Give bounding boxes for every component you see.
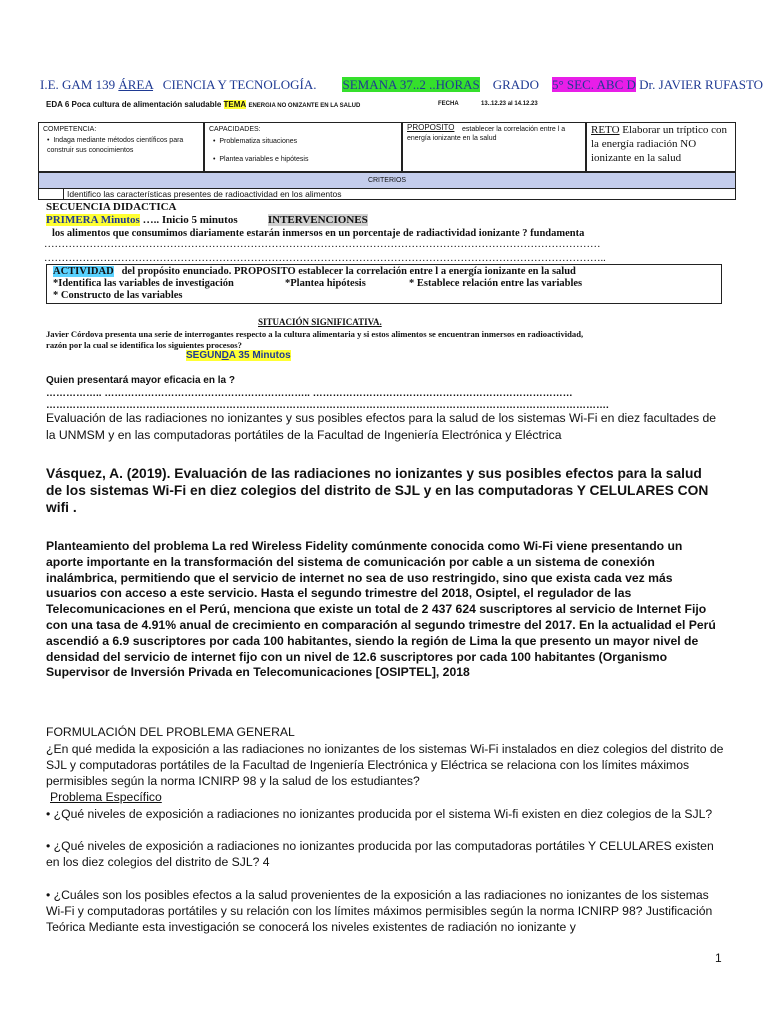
proposito-text: establecer la correlación entre l a energía ionizante en la salud — [407, 126, 566, 142]
criterios-header — [38, 172, 736, 189]
situacion-text: razón por la cual se identifica los siguientes procesos? — [46, 340, 242, 350]
fecha-value: 13..12.23 al 14.12.23 — [481, 101, 538, 107]
area-label: ÁREA — [118, 77, 154, 92]
citation-heading: Vásquez, A. (2019). Evaluación de las radiaciones no ionizantes y sus posibles efectos para la salud de los sistemas Wi-Fi en diez colegios del distrito de SJL y en las computadoras Y CELULARES CON wifi . — [46, 466, 709, 515]
tema-value: ENERGIA NO ONIZANTE EN LA SALUD — [248, 103, 361, 109]
eficacia-question: Quien presentará mayor eficacia en la ? — [46, 375, 235, 386]
grado-value: 5° SEC. ABC D — [551, 77, 636, 92]
competencia-cell — [38, 122, 204, 172]
eda-title: EDA 6 Poca cultura de alimentación saludable — [46, 100, 222, 109]
formulacion-title: FORMULACIÓN DEL PROBLEMA GENERAL — [46, 725, 295, 739]
primera-line — [46, 214, 368, 226]
actividad-item: *Plantea hipótesis — [285, 278, 366, 289]
semana-badge: SEMANA 37..2 ..HORAS — [342, 77, 480, 92]
problema-item: • ¿Qué niveles de exposición a radiaciones no ionizantes producida por el sistema Wi-fi existen en diez colegios de la SJL? — [46, 807, 713, 821]
problema-item: • ¿Cuáles son los posibles efectos a la salud provenientes de la exposición a las radiaciones no ionizantes de los sistemas Wi-Fi y computadoras portátiles y su relación con los límites máximos permisibles según la norma ICNIRP 98? Justificación Teórica Mediante esta investigación se conocerá los niveles existentes de radiación no ionizante y — [46, 888, 713, 934]
criterio-row — [38, 189, 736, 200]
dots-line: ……………………………………………………………………………………………………………………………………………………. — [46, 400, 609, 411]
capacidades-title: CAPACIDADES: — [209, 126, 261, 133]
competencia-item: • Indaga mediante métodos científicos para construir sus conocimientos — [47, 137, 184, 154]
capacidades-cell — [204, 122, 402, 172]
segunda-label: SEGUNDA 35 Minutos — [186, 350, 291, 361]
actividad-line — [53, 266, 576, 277]
situacion-text: Javier Córdova presenta una serie de interrogantes respecto a la cultura alimentaria y si estos alimentos se encuentran inmersos en radioactividad, — [46, 329, 584, 339]
criterio-spacer — [39, 189, 64, 199]
competencia-title: COMPETENCIA: — [43, 126, 97, 133]
formulacion-general: ¿En qué medida la exposición a las radiaciones no ionizantes de los sistemas Wi-Fi instalados en diez colegios del distrito de SJL y computadoras portátiles de la Facultad de Ingeniería Electrónica y Eléctrica se relaciona con los límites máximos permisibles según la norma ICNIRP 98 y la salud de los estudiantes? — [46, 742, 724, 788]
problema-item: • ¿Qué niveles de exposición a radiaciones no ionizantes producida por las computadoras portátiles Y CELULARES existen en los diez colegios del distrito de SJL? 4 — [46, 839, 714, 869]
reto-cell — [586, 122, 736, 172]
dots-line: …………………………………………………………………………………………………………………………………………… — [44, 239, 601, 250]
grado-label: GRADO — [492, 77, 539, 92]
page-number: 1 — [715, 951, 722, 965]
school-name: I.E. GAM 139 — [40, 77, 116, 92]
question-line: los alimentos que consumimos diariamente estarán inmersos en un porcentaje de radiactividad ionizante ? fundamenta — [52, 228, 585, 239]
dots-line: …………………………………………………………………………………………………………………………………………….. — [44, 253, 606, 264]
planteamiento-paragraph: Planteamiento del problema La red Wireless Fidelity comúnmente conocida como Wi-Fi viene presentando un aporte importante en la transformación del sistema de comunicación por cable a un sistema de conexión inalámbrica, permitiendo que el servicio de internet no sea de uso restringido, sino que exista cada vez más usuarios con acceso a este servicio. Hasta el segundo trimestre del 2018, Osiptel, el regulador de las Telecomunicaciones en el Perú, menciona que existe un total de 2 437 624 suscriptores al servicio de Internet Fijo con una tasa de 4.91% anual de crecimiento en comparación al segundo trimestre del 2017. En la actualidad el Perú ascendió a 6.9 suscriptores por cada 100 habitantes, siendo la región de Lima la que presento un mayor nivel de densidad del servicio de internet fijo con un nivel de 12.6 suscriptores por cada 100 habitantes (Organismo Supervisor de Inversión Privada en Telecomunicaciones [OSIPTEL], 2018 — [46, 539, 716, 680]
fecha-label: FECHA — [438, 101, 459, 107]
actividad-item: * Constructo de las variables — [53, 290, 183, 301]
proposito-cell — [402, 122, 586, 172]
actividad-label: ACTIVIDAD — [53, 266, 114, 277]
especifico-title: Problema Específico — [50, 790, 162, 804]
actividad-item: * Establece relación entre las variables — [409, 278, 583, 289]
criterios-label: CRITERIOS — [367, 177, 407, 184]
dots-line: …………….. …………………………………………………….. …………………………………………………………………… — [46, 388, 573, 399]
capacidad-item: • Problematiza situaciones — [213, 138, 298, 145]
primera-label: PRIMERA Minutos — [46, 214, 140, 226]
secuencia-title: SECUENCIA DIDACTICA — [46, 201, 177, 213]
header-line — [40, 77, 763, 93]
eda-line — [46, 100, 360, 109]
actividad-box — [46, 264, 722, 304]
criterio-text: Identifico las características presentes de radioactividad en los alimentos — [67, 189, 342, 199]
tema-label: TEMA — [223, 100, 247, 109]
evaluacion-paragraph: Evaluación de las radiaciones no ionizantes y sus posibles efectos para la salud de los sistemas Wi-Fi en diez facultades de la UNMSM y en las computadoras portátiles de la Facultad de Ingeniería Electrónica y Eléctrica — [46, 411, 716, 442]
actividad-text: del propósito enunciado. PROPOSITO establecer la correlación entre l a energía ionizante en la salud — [121, 266, 576, 277]
actividad-item: *Identifica las variables de investigación — [53, 278, 234, 289]
proposito-label: PROPOSITO — [407, 123, 455, 132]
teacher-name: Dr. JAVIER RUFASTO — [639, 77, 764, 92]
reto-text: RETO Elaborar un tríptico con la energía radiación NO ionizante en la salud — [591, 124, 728, 164]
capacidad-item: • Plantea variables e hipótesis — [213, 156, 309, 163]
inicio-label: ….. Inicio 5 minutos — [142, 214, 238, 226]
subject: CIENCIA Y TECNOLOGÍA. — [162, 77, 317, 92]
situacion-title: SITUACIÓN SIGNIFICATIVA. — [258, 317, 382, 327]
intervenciones-label: INTERVENCIONES — [267, 214, 368, 226]
